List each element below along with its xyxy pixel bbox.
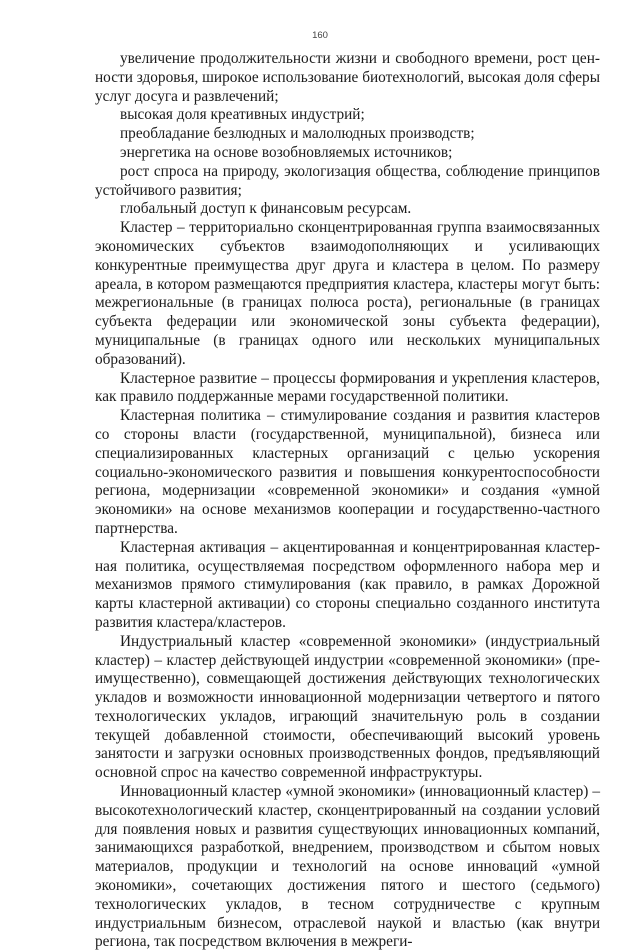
body-text xyxy=(95,50,600,952)
page-number: 160 xyxy=(312,30,328,41)
paragraph-cluster-activation: Кластерная активация – акцентированная и концентрированная кластерная политика, осуществляемая посредством оформленного набора мер и механизмов прямого стимулирования (как правило, в рамках Дорожной карты кластерной активации) со стороны специально созданного института развития кластера/кластеров. xyxy=(95,538,600,631)
paragraph-innovation-cluster: Инновационный кластер «умной экономики» (инновационный кластер) – высокотехнологический кластер, сконцентрированный на создании условий для появления новых и развития существующих инновационных компаний, занимающихся разработкой, внедрением, производством и сбытом новых материалов, продукции и технологий на основе инноваций «умной экономики», сочетающих достижения пятого и шестого (седьмого) технологических укладов, в тесном сотрудничестве с крупным индустриальным бизнесом, отраслевой наукой и властью (как внутри региона, так посредством включения в межреги- xyxy=(95,783,600,951)
paragraph-cluster-definition: Кластер – территориально сконцентрированная группа взаимосвязанных экономических субъектов взаимодополняющих и усиливающих конкурентные преимущества друг друга и кластера в целом. По размеру ареала, в котором размещаются предприятия кластера, кластеры могут быть: межрегиональные (в границах полюса роста), региональные (в границах субъекта федерации или экономической зоны субъекта федерации), муниципальные (в границах одного или нескольких муниципальных образований). xyxy=(95,219,600,368)
paragraph-financial-access: глобальный доступ к финансовым ресурсам. xyxy=(120,200,412,218)
paragraph-industrial-cluster: Индустриальный кластер «современной экономики» (индустриальный кластер) – кластер действующей индустрии «современной экономики» (преимущественно), совмещающей достижения действующих технологических укладов и возможности инновационной модернизации четвертого и пятого технологических укладов, играющий значительную роль в создании текущей добавленной стоимости, обеспечивающий высокий уровень занятости и загрузки основных производственных фондов, предъявляющий основной спрос на качество современной инфраструктуры. xyxy=(95,632,600,782)
paragraph-unmanned-production: преобладание безлюдных и малолюдных производств; xyxy=(120,125,475,143)
paragraph-renewable-energy: энергетика на основе возобновляемых источников; xyxy=(120,143,453,161)
paragraph-ecology: рост спроса на природу, экологизация общества, соблюдение принципов устойчивого развития; xyxy=(95,162,600,199)
paragraph-cluster-policy: Кластерная политика – стимулирование создания и развития кластеров со стороны власти (государственной, муниципальной), бизнеса или специализированных кластерных организаций с целью ускорения социально-экономического развития и повышения конкурентоспособности региона, модернизации «современной экономики» и создания «умной экономики» на основе механизмов кооперации и государственно-частного партнерства. xyxy=(95,407,600,537)
paragraph-cluster-development: Кластерное развитие – процессы формирования и укрепления кластеров, как правило поддержанные мерами государственной политики. xyxy=(95,369,600,406)
paragraph-life-expectancy: увеличение продолжительности жизни и свободного времени, рост ценности здоровья, широкое использование биотехнологий, высокая доля сферы услуг досуга и развлечений; xyxy=(95,50,600,105)
paragraph-creative-industries: высокая доля креативных индустрий; xyxy=(120,106,365,124)
